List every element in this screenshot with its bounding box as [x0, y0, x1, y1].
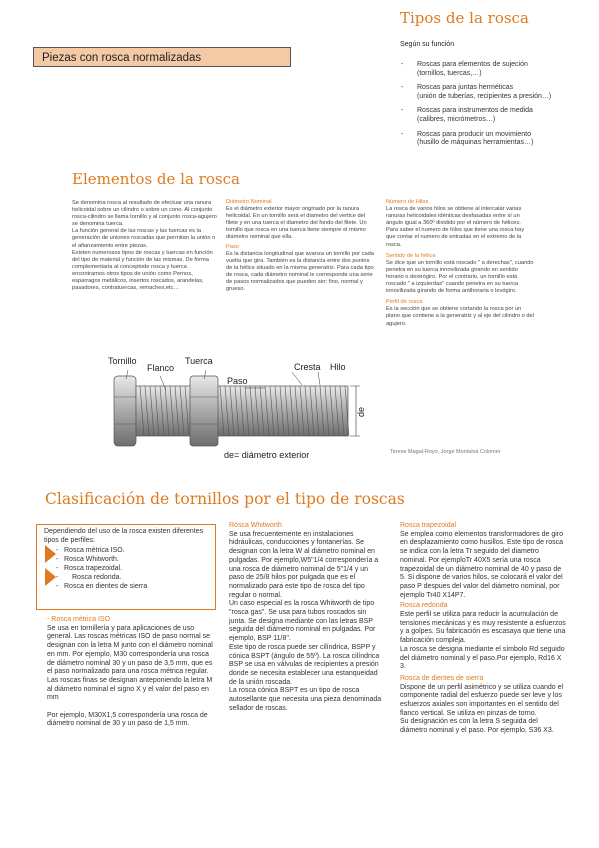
label-paso: Paso [227, 376, 248, 386]
hilos-text: La rosca de varios hilos se obtiene al intercalar varias ranuras helicoidales idénticas desfasadas entre sí un ángulo igual a 360º dividido por el número de hélices. Para saber el numero de hilos que tiene una rosca hay que contar el numero de entradas en el extremo de la rosca. [386, 206, 525, 248]
profiles-box [36, 524, 216, 610]
paso-text: Es la distancia longitudinal que avanza un tornillo por cada vuelta que gira. También es la distancia entre dos puntos de la hélice situado en la misma generatriz. Para cada tipo de rosca, cada diámetro nominal le corresponde una serie de pasos normalizados que pueden ser: fino, normal y grueso. [226, 250, 374, 293]
label-tuerca: Tuerca [185, 356, 213, 366]
iso-title: - Rosca métrica ISO [47, 616, 111, 623]
sentido-text: Se dice que un tornillo está roscado " a derechas", cuando penetra en su tuerca innovilizada girando en sentido horario o dextrógiro. Por el contrario, un tornillo está roscado " a izquierdas" cuando penetra en su tuerca innovilizada girando de forma antihoraria o levógiro. [386, 259, 534, 295]
diametro-title: Diámetro Nominal [226, 199, 272, 205]
section-tag: Piezas con rosca normalizadas [33, 47, 291, 67]
diagram-caption: de= diámetro exterior [224, 450, 310, 460]
whitworth-section [229, 522, 383, 713]
list-item: - Roscas para juntas herméticas (unión de tuberías, recipientes a presión…) [400, 84, 595, 101]
redonda-title: Rosca redonda [400, 602, 448, 610]
list-item: - Roscas para elementos de sujeción (tornillos, tuercas,…) [400, 61, 595, 78]
list-item: - Rosca métrica ISO. [37, 547, 213, 556]
screw-diagram [70, 352, 370, 472]
sierra-text: Dispone de un perfil asimétrico y se utiliza cuando el componente radial del esfuerzo puede ser leve y los esfuerzos axiales son importantes en el sentido del flanco vertical. Se utiliza en pinzas de torno. Su designación es con la letra S seguida del diámetro nominal y el paso. Por ejemplo, S36 X3. [400, 683, 564, 735]
tipos-intro: Según su función [400, 41, 455, 48]
trapezoidal-text: Se emplea como elementos transformadores de giro en desplazamiento como husillos. Este tipo de rosca se indica con la letra Tr seguido del diametro nominal. Por ejemploTr 40X5 sería una rosca trapezoidal de un diámetro nominal de 40 y paso de 5. Si dispone de varios hilos, se colocará el valor del paso P despues del valor del diámetro nominal, por ejemplo Tr40 X14P7. [400, 530, 564, 599]
list-item: - Rosca trapezoidal. [37, 565, 213, 574]
label-de: de [356, 406, 367, 418]
whitworth-text: Se usa frecuentemente en instalaciones hidráulicas, conducciones y fontanerías. Se designan con la letra W al diámetro nominal en pulgadas. Por ejemplo,W5"1/4 correspondería a una rosca de diámetro nominal de 5"1/4 y un paso de 25/8 hilos por pulgada que es el normalizado para este tipo de rosca del tipo regular o normal. Un caso especial es la rosca Whitworth de tipo "rosca gas". Se usa para tubos roscados sin junta. Se designa mediante con las letras BSP seguida del diámetro nominal en pulgadas. Por ejemplo, BSP 11/8". Este tipo de rosca puede ser cilíndrica, BSPP y cónica BSPT (ángulo de 55º). La rosca cilíndrica BSP se usa en válvulas de recipientes a presión donde se necesita establecer una estanqueidad de la unión roscada. La rosca cónica BSPT es un tipo de rosca autosellante que necesita una pieza denominada sellador de roscas. [229, 530, 382, 712]
nut [190, 376, 218, 446]
label-flanco: Flanco [147, 363, 175, 373]
iso-section [47, 616, 214, 729]
whitworth-title: Rosca Whitworth [229, 522, 282, 529]
bolt-head [114, 376, 136, 446]
redonda-text: Este perfil se utiliza para reducir la acumulación de tensiones mecánicas y es muy resistente a esfuerzos y a golpes. Su fabricación es escasaya que tiene una fabricación compleja. La rosca se designa mediante el símbolo Rd seguido del diámetro nominal y el paso.Por ejemplo, Rd16 X 3. [400, 611, 566, 671]
profiles-intro: Dependiendo del uso de la rosca existen diferentes tipos de perfiles: [44, 528, 204, 544]
credit: Terese Magal-Royo, Jorge Montalvá Colomer [390, 449, 501, 455]
list-item: - Rosca redonda. [37, 574, 213, 583]
elementos-col3 [386, 199, 534, 328]
perfil-text: Es la sección que se obtiene cortando la rosca por un plano que contiene a la generatriz y al eje del cilindro o del agujero. [386, 306, 534, 327]
iso-text: Se usa en tornillería y para aplicaciones de uso general. Las roscas métricas ISO de paso normal se designan con la letra M junto con el diámetro nominal en mm. Por ejemplo, M30 correspondería una rosca de diámetro nominal 30 y un paso de 3,5 mm, que es el paso normalizado para una rosca métrica regular. Las roscas finas se designan anteponiendo la letra M al diámetro nominal el signo X y el valor del paso en mm Por ejemplo, M30X1,5 correspondería una rosca de diámetro nominal de 30 y un paso de 1,5 mm. [47, 624, 213, 728]
sentido-title: Sentido de la hélice [386, 252, 436, 259]
elementos-col1: Se denomina rosca al resultado de efectuar una ranura helicoidal sobre un cilindro o sobre un cono. Al conjunto rosca-cilindro se llama tornillo y al conjunto rosca-agujero se denomina tuerca. La función general de las roscas y las tuercas es la generación de uniones roscadas que permitan la unión o el afianzamiento entre piezas. Existen numerosos tipos de roscas y tuercas en función del tipo de material y función de las mismas. De forma complementaria al conceptode rosca y tuerca encontramos otros tipos de unión como Pernos, esparragos metálicos, insertos roscados, arandelas, pasadores, contratuercas, remaches,etc… [72, 200, 217, 292]
label-tornillo: Tornillo [108, 356, 137, 366]
screw-illustration [70, 352, 370, 472]
diametro-text: Es el diámetro exterior mayor originado por la ranura helicoidal. En un tornillo será el diametro del vertice del filete y en una tuerca el diametro del fondo del filete. Un tornillo que rosca en una tuerca tiene siempre el mismo diámetro nominal que ella. [226, 206, 367, 241]
perfil-title: Perfil de rosca [386, 299, 423, 306]
hilos-title: Número de Hilos [386, 199, 429, 205]
profiles-list [37, 547, 213, 592]
sierra-title: Rosca de dientes de sierra [400, 674, 484, 682]
trapezoidal-title: Rosca trapezoidal [400, 522, 457, 529]
clasificacion-title: Clasificación de tornillos por el tipo de roscas [45, 490, 405, 508]
label-cresta: Cresta [294, 362, 321, 372]
list-item: - Rosca Whitworth. [37, 556, 213, 565]
tipos-list [400, 61, 595, 154]
paso-title: Paso [226, 243, 239, 250]
elementos-col2 [226, 199, 376, 293]
list-item: - Rosca en dientes de sierra [37, 583, 213, 592]
tipos-title: Tipos de la rosca [400, 9, 529, 27]
label-hilo: Hilo [330, 362, 346, 372]
right-column [400, 522, 566, 736]
elementos-title: Elementos de la rosca [72, 170, 240, 188]
list-item: - Roscas para instrumentos de medida (calibres, micrómetros…) [400, 107, 595, 124]
list-item: - Roscas para producir un movimiento (husillo de máquinas herramientas…) [400, 131, 595, 148]
